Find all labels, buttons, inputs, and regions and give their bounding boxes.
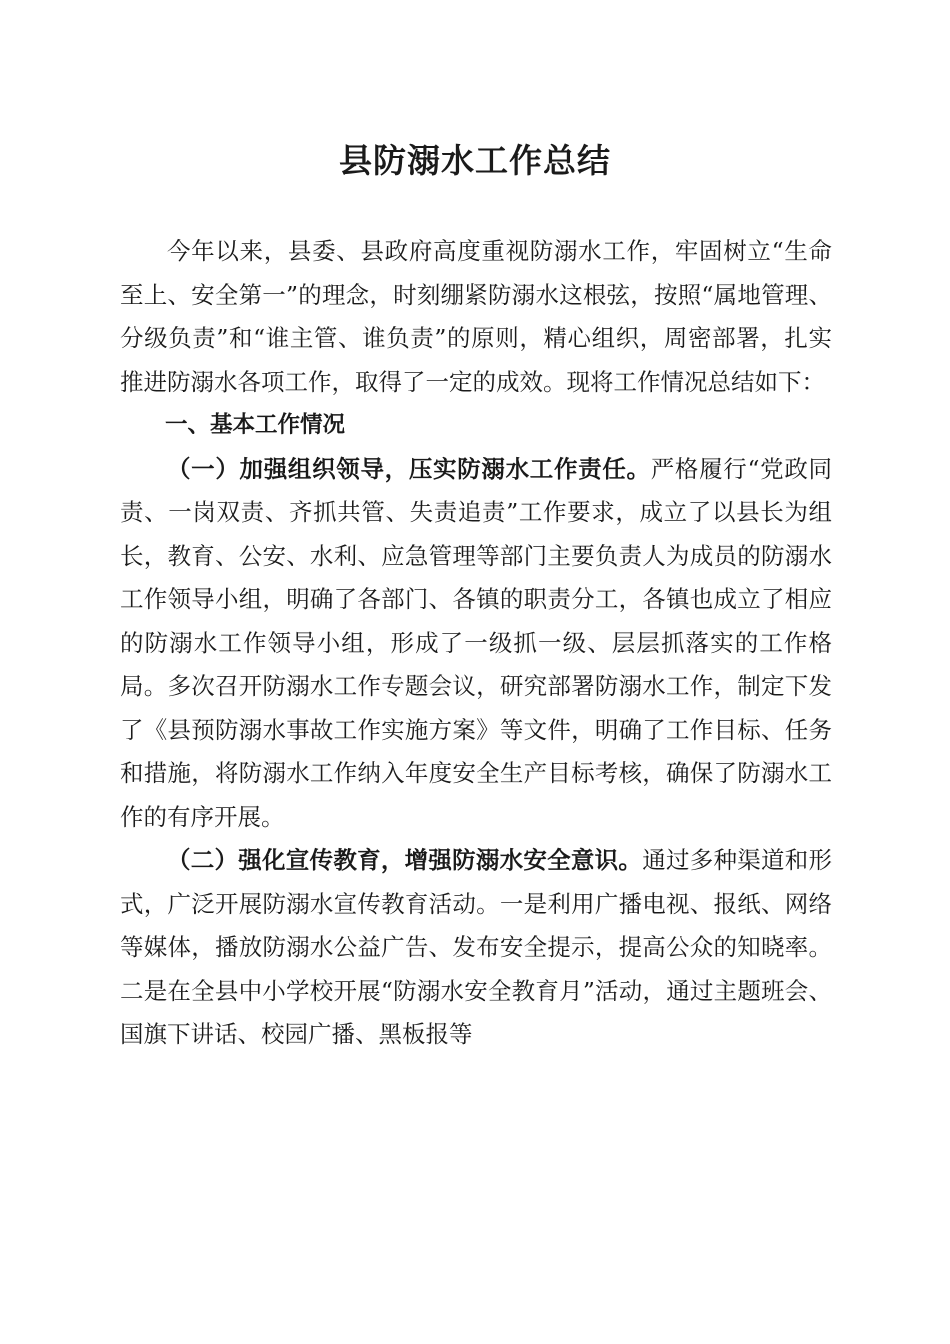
intro-paragraph: 今年以来，县委、县政府高度重视防溺水工作，牢固树立“生命至上、安全第一”的理念，时刻绷紧防溺水这根弦，按照“属地管理、分级负责”和“谁主管、谁负责”的原则，精心组织，周密部署，扎实推进防溺水各项工作，取得了一定的成效。现将工作情况总结如下： [120,237,832,396]
document-title: 县防溺水工作总结 [339,141,611,180]
subsection-1-lead: （一）加强组织领导，压实防溺水工作责任。 [167,454,651,483]
subsection-1-body: 严格履行“党政同责、一岗双责、齐抓共管、失责追责”工作要求，成立了以县长为组长，教育、公安、水利、应急管理等部门主要负责人为成员的防溺水工作领导小组，明确了各部门、各镇的职责分工，各镇也成立了相应的防溺水工作领导小组，形成了一级抓一级、层层抓落实的工作格局。多次召开防溺水工作专题会议，研究部署防溺水工作，制定下发了《县预防溺水事故工作实施方案》等文件，明确了工作目标、任务和措施，将防溺水工作纳入年度安全生产目标考核，确保了防溺水工作的有序开展。 [120,454,833,831]
document-body [120,230,832,1057]
subsection-2-paragraph [120,839,832,1057]
subsection-2-body: 通过多种渠道和形式，广泛开展防溺水宣传教育活动。一是利用广播电视、报纸、网络等媒体，播放防溺水公益广告、发布安全提示，提高公众的知晓率。二是在全县中小学校开展“防溺水安全教育月”活动，通过主题班会、国旗下讲话、校园广播、黑板报等 [120,846,833,1048]
section-heading-basic-work: 一、基本工作情况 [165,412,346,438]
subsection-2-lead: （二）强化宣传教育，增强防溺水安全意识。 [167,846,643,874]
subsection-1-paragraph [120,448,832,840]
